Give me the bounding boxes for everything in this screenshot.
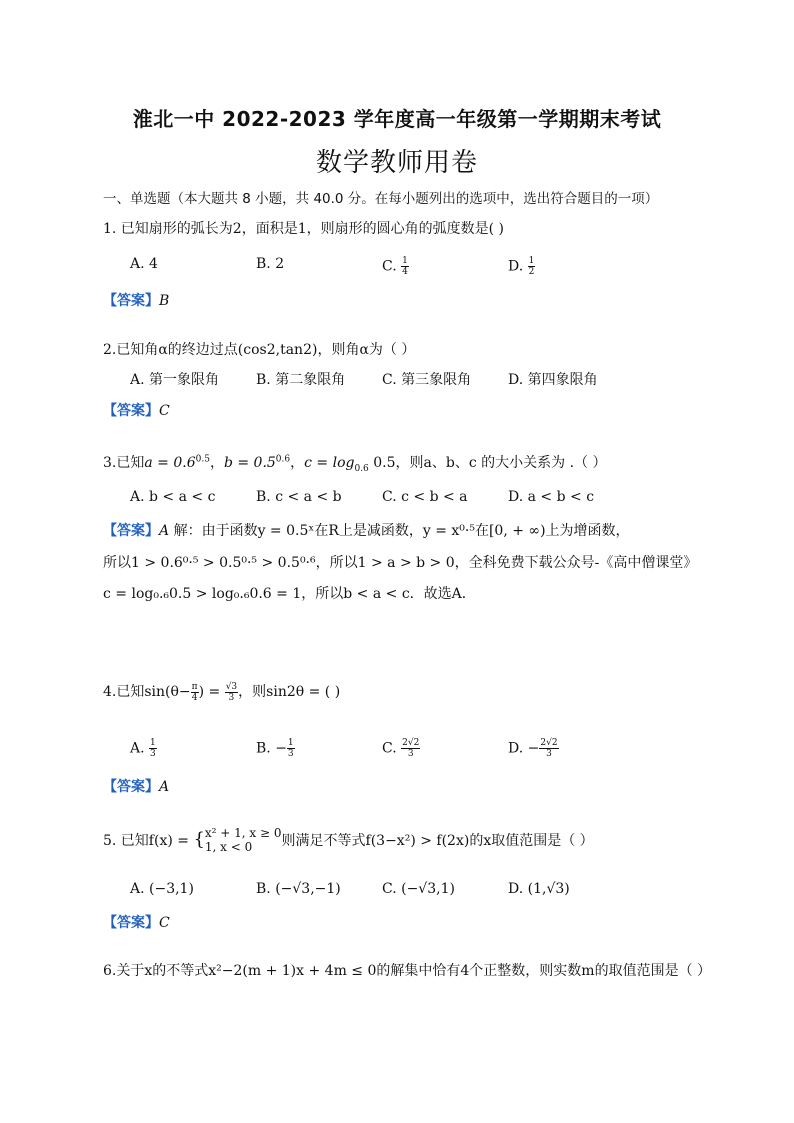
q1-option-d: D. $\frac{1}{2}$ (508, 256, 535, 277)
question-3-stem: 3.已知$a = 0.6^{0.5}$，$b = 0.5^{0.6}$，$c = \log_{0.6} 0.5$，则a、b、c 的大小关系为 .（ ） (103, 454, 607, 474)
q5-option-c: C. (−√3,1) (382, 881, 455, 897)
q5-option-b: B. (−√3,−1) (256, 881, 341, 897)
section-heading: 一、单选题（本大题共 8 小题，共 40.0 分。在每小题列出的选项中，选出符合题目的一项） (103, 191, 659, 207)
q5-option-a: A. (−3,1) (130, 881, 194, 897)
q2-option-b: B. 第二象限角 (256, 372, 346, 388)
q4-option-b: B. − $\frac{1}{3}$ (256, 738, 294, 759)
q3-option-c: C. c < b < a (382, 489, 468, 505)
question-2-answer: 【答案】C (103, 403, 170, 419)
q3-option-b: B. c < a < b (256, 489, 342, 505)
q3-explanation-line-1: 解：由于函数y = 0.5ˣ在R上是减函数，y = x⁰·⁵在[0, + ∞)上为增函数， (173, 523, 630, 539)
q1-option-c: C. $\frac{1}{4}$ (382, 256, 408, 277)
q3-explanation-line-3: c = log₀.₆0.5 > log₀.₆0.6 = 1，所以b < a < c．故选A． (103, 586, 476, 602)
q4-option-d: D. − $\frac{2√2}{3}$ (508, 738, 558, 759)
q5-option-d: D. (1,√3) (508, 881, 570, 897)
q3-explanation-line-2: 所以1 > 0.6⁰·⁵ > 0.5⁰·⁵ > 0.5⁰·⁶，所以1 > a > b > 0，全科免费下载公众号-《高中僧课堂》 (103, 555, 698, 571)
q2-option-d: D. 第四象限角 (508, 372, 598, 388)
q2-option-a: A. 第一象限角 (130, 372, 220, 388)
question-2-stem: 2.已知角α的终边过点(cos2,tan2)，则角α为（ ） (103, 342, 416, 358)
q1-option-b: B. 2 (256, 256, 285, 272)
q3-option-a: A. b < a < c (130, 489, 216, 505)
question-5-answer: 【答案】C (103, 915, 170, 931)
question-1-stem: 1. 已知扇形的弧长为2，面积是1，则扇形的圆心角的弧度数是( ) (103, 221, 504, 237)
q4-option-a: A. $\frac{1}{3}$ (130, 738, 156, 759)
answer-label: 【答案】 (103, 293, 159, 309)
question-4-answer: 【答案】A (103, 779, 170, 795)
q4-option-c: C. $\frac{2√2}{3}$ (382, 738, 420, 759)
q2-option-c: C. 第三象限角 (382, 372, 472, 388)
question-5-stem: 5. 已知f(x) = { x² + 1, x ≥ 0 1, x < 0 则满足不等式f(3−x²) > f(2x)的x取值范围是（ ） (103, 826, 594, 854)
question-6-stem: 6.关于x的不等式x²−2(m + 1)x + 4m ≤ 0的解集中恰有4个正整数，则实数m的取值范围是（ ） (103, 963, 712, 979)
question-3-answer: 【答案】A 解：由于函数y = 0.5ˣ在R上是减函数，y = x⁰·⁵在[0, + ∞)上为增函数， (103, 523, 630, 539)
question-1-answer: 【答案】B (103, 293, 170, 309)
q1-option-a: A. 4 (130, 256, 158, 272)
exam-title: 淮北一中 2022-2023 学年度高一年级第一学期期末考试 (132, 107, 662, 131)
exam-subtitle: 数学教师用卷 (315, 148, 478, 178)
q3-option-d: D. a < b < c (508, 489, 595, 505)
question-4-stem: 4.已知sin(θ− $\frac{\pi}{4}$ ) = $\frac{√3}{3}$ ，则sin2θ = ( ) (103, 681, 341, 703)
